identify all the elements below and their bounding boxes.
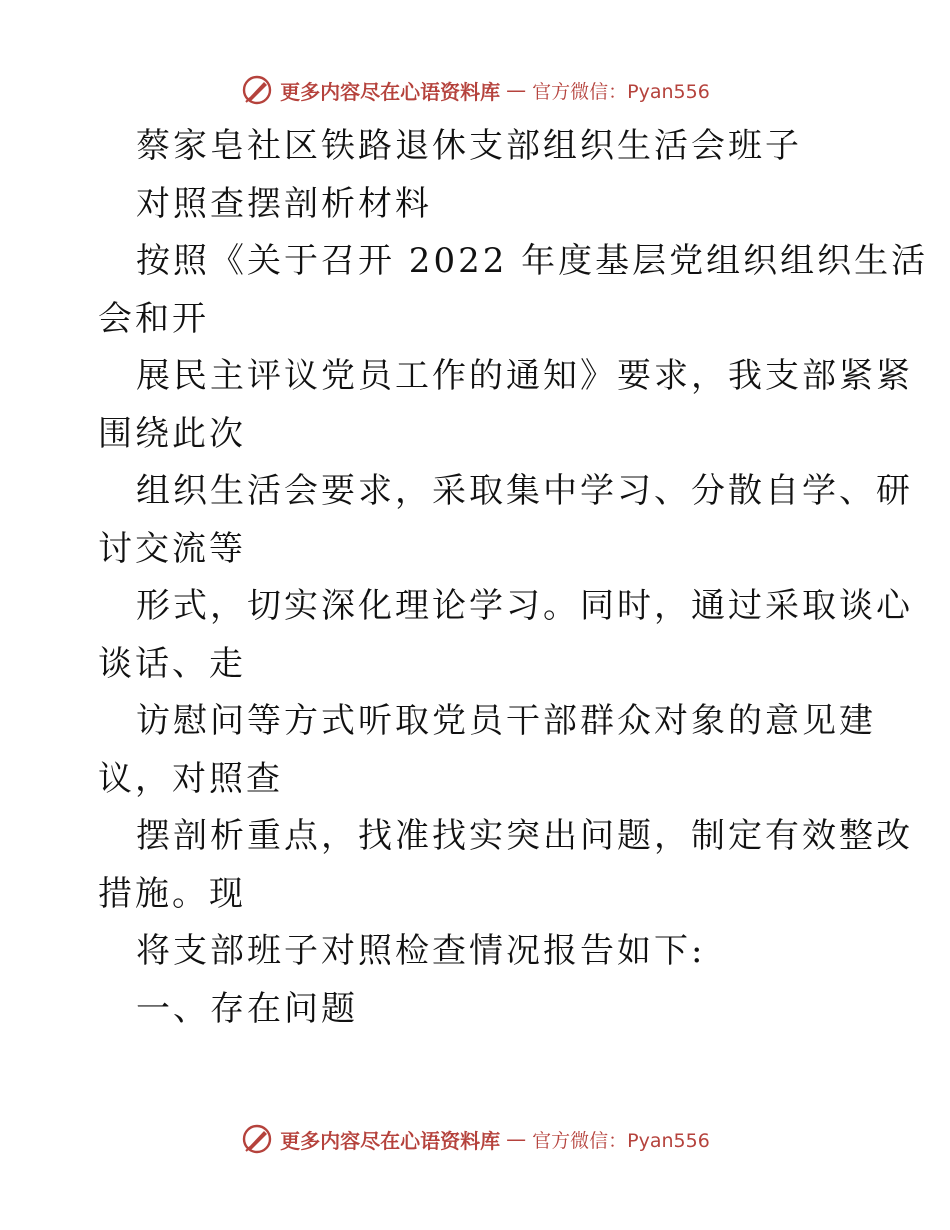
document-body <box>98 118 929 1038</box>
doc-line: 将支部班子对照检查情况报告如下: <box>136 931 706 971</box>
doc-title-line-2: 对照查摆剖析材料 <box>136 183 432 224</box>
doc-line: 措施。现 <box>98 873 246 914</box>
quill-pen-logo-icon <box>240 1122 274 1156</box>
quill-pen-logo-icon <box>240 73 274 107</box>
watermark-brand: 更多内容尽在心语资料库 <box>280 79 501 104</box>
doc-line: 展民主评议党员工作的通知》要求，我支部紧紧 <box>136 356 913 396</box>
watermark-brand: 更多内容尽在心语资料库 <box>280 1128 501 1153</box>
watermark-dash: — <box>506 78 527 102</box>
watermark-contact: 官方微信：Pyan556 <box>532 1129 710 1152</box>
footer-watermark <box>0 1117 950 1161</box>
doc-line: 议，对照查 <box>98 758 283 799</box>
doc-line: 讨交流等 <box>98 528 246 569</box>
doc-line: 谈话、走 <box>98 643 246 684</box>
section-heading: 一、存在问题 <box>136 988 358 1029</box>
doc-line: 访慰问等方式听取党员干部群众对象的意见建 <box>136 701 876 741</box>
doc-line: 围绕此次 <box>98 413 246 454</box>
watermark-contact: 官方微信：Pyan556 <box>532 80 710 103</box>
doc-line: 形式，切实深化理论学习。同时，通过采取谈心 <box>136 586 913 626</box>
doc-title-line-1: 蔡家皂社区铁路退休支部组织生活会班子 <box>136 126 802 166</box>
watermark-dash: — <box>506 1127 527 1151</box>
doc-line: 按照《关于召开 2022 年度基层党组织组织生活 <box>136 241 929 281</box>
header-watermark <box>0 68 950 112</box>
doc-line: 会和开 <box>98 298 209 339</box>
doc-line: 摆剖析重点，找准找实突出问题，制定有效整改 <box>136 816 913 856</box>
doc-line: 组织生活会要求，采取集中学习、分散自学、研 <box>136 471 913 511</box>
